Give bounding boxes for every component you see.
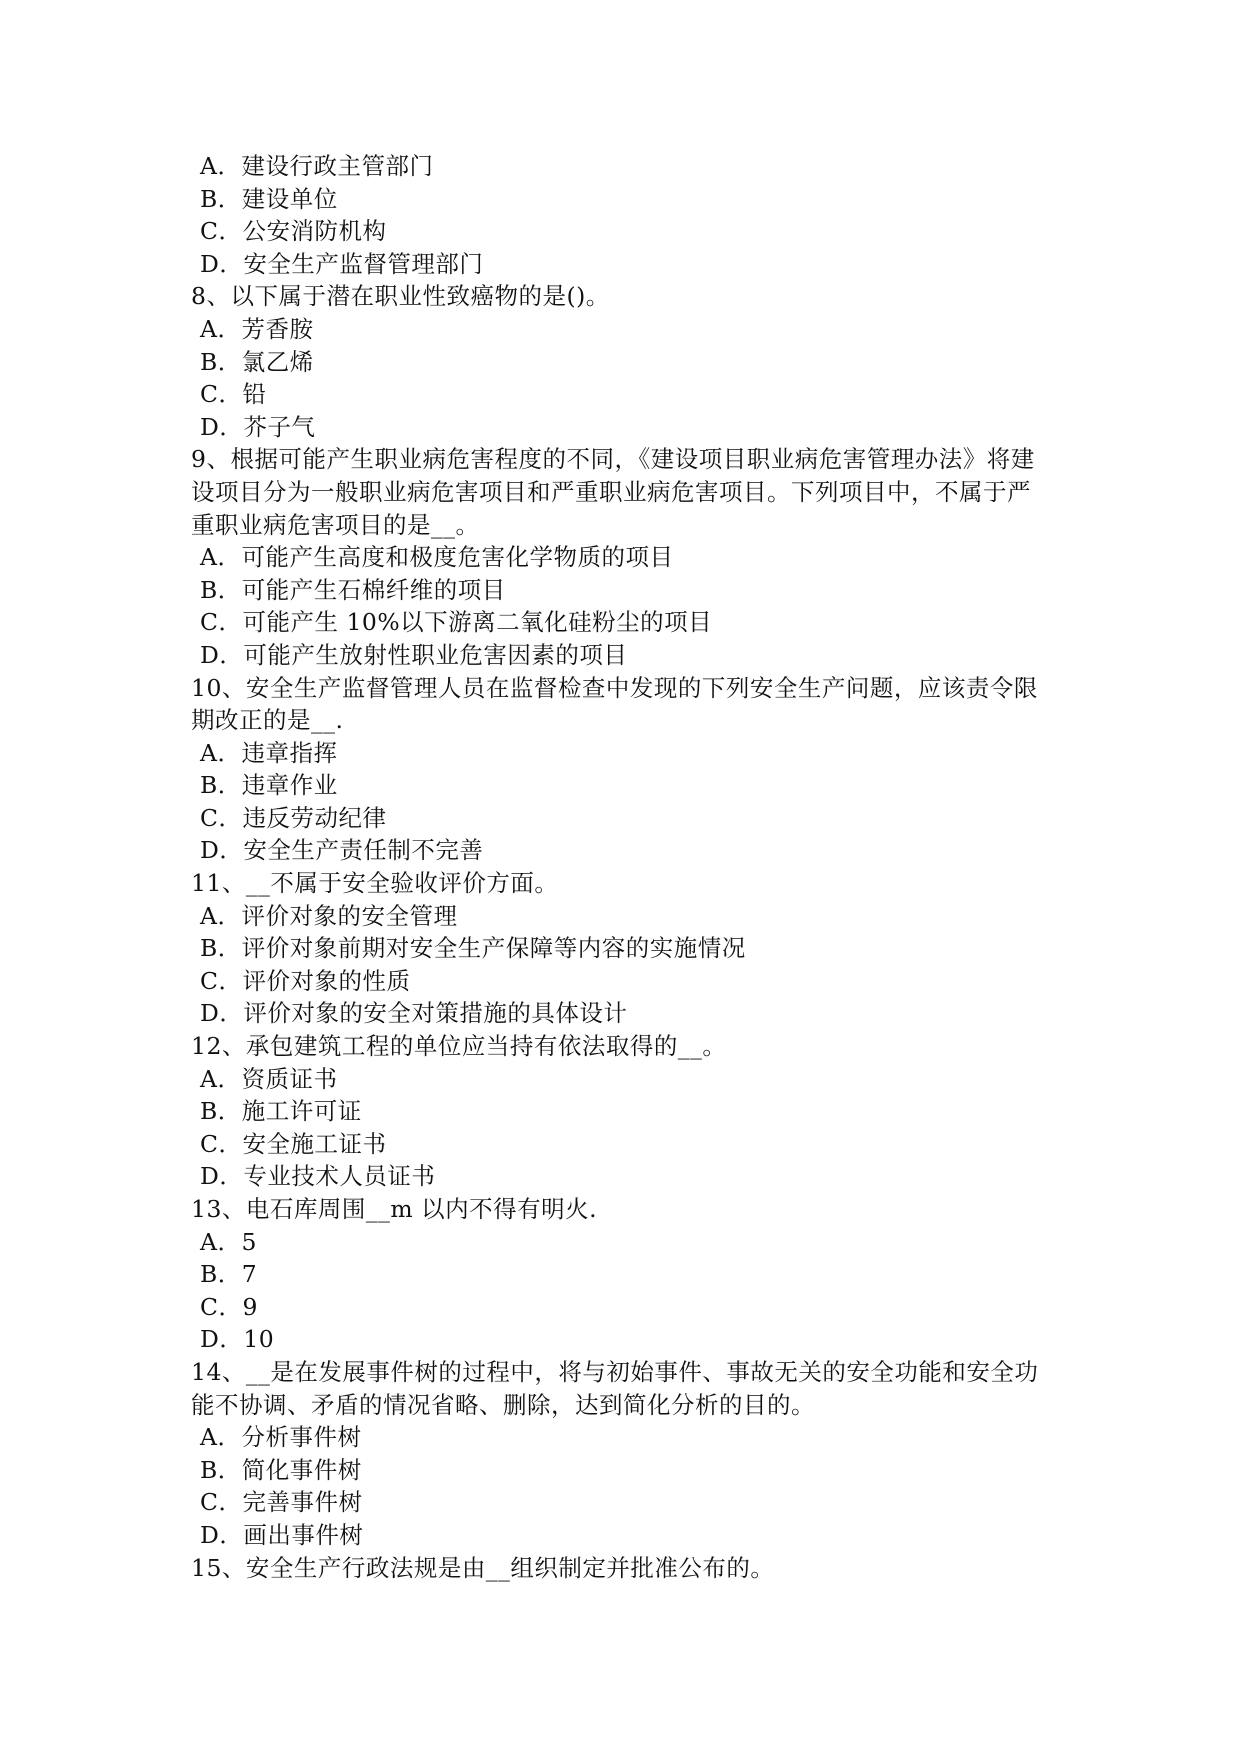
question-text: 重职业病危害项目的是__。 (191, 510, 480, 539)
answer-option: D．画出事件树 (200, 1520, 364, 1549)
question-text: 9、根据可能产生职业病危害程度的不同，《建设项目职业病危害管理办法》将建 (191, 445, 1035, 474)
answer-option: B．评价对象前期对安全生产保障等内容的实施情况 (200, 934, 746, 963)
question-text: 14、__是在发展事件树的过程中，将与初始事件、事故无关的安全功能和安全功 (191, 1357, 1039, 1386)
answer-option: A．评价对象的安全管理 (200, 901, 458, 930)
answer-option: C．9 (200, 1292, 258, 1321)
answer-option: C．评价对象的性质 (200, 966, 411, 995)
answer-option: A．违章指挥 (200, 738, 338, 767)
answer-option: C．可能产生 10%以下游离二氧化硅粉尘的项目 (200, 608, 713, 637)
answer-option: D．专业技术人员证书 (200, 1162, 436, 1191)
answer-option: B．氯乙烯 (200, 347, 314, 376)
answer-option: A．资质证书 (200, 1064, 338, 1093)
question-text: 8、以下属于潜在职业性致癌物的是()。 (191, 282, 610, 311)
answer-option: C．安全施工证书 (200, 1129, 387, 1158)
answer-option: D．10 (200, 1325, 275, 1354)
answer-option: D．安全生产监督管理部门 (200, 249, 484, 278)
question-text: 能不协调、矛盾的情况省略、删除，达到简化分析的目的。 (191, 1390, 815, 1419)
question-text: 12、承包建筑工程的单位应当持有依法取得的__。 (191, 1032, 727, 1061)
answer-option: C．完善事件树 (200, 1488, 363, 1517)
question-text: 13、电石库周围__m 以内不得有明火. (191, 1195, 598, 1223)
answer-option: B．7 (200, 1260, 258, 1289)
answer-option: B．建设单位 (200, 184, 338, 213)
answer-option: C．违反劳动纪律 (200, 803, 387, 832)
answer-option: D．评价对象的安全对策措施的具体设计 (200, 999, 628, 1028)
answer-option: D．安全生产责任制不完善 (200, 836, 484, 865)
question-text: 设项目分为一般职业病危害项目和严重职业病危害项目。下列项目中，不属于严 (191, 477, 1031, 506)
answer-option: B．简化事件树 (200, 1455, 362, 1484)
answer-option: D．芥子气 (200, 412, 316, 441)
answer-option: C．铅 (200, 380, 267, 409)
answer-option: A．可能产生高度和极度危害化学物质的项目 (200, 543, 674, 572)
answer-option: D．可能产生放射性职业危害因素的项目 (200, 640, 628, 669)
question-text: 10、安全生产监督管理人员在监督检查中发现的下列安全生产问题，应该责令限 (191, 673, 1038, 702)
answer-option: B．施工许可证 (200, 1097, 362, 1126)
question-text: 11、__不属于安全验收评价方面。 (191, 869, 559, 898)
question-text: 期改正的是__. (191, 706, 344, 735)
answer-option: C．公安消防机构 (200, 217, 387, 246)
exam-questions (191, 150, 1071, 1584)
answer-option: A．5 (200, 1227, 257, 1256)
answer-option: A．分析事件树 (200, 1423, 362, 1452)
answer-option: A．芳香胺 (200, 314, 314, 343)
answer-option: B．可能产生石棉纤维的项目 (200, 575, 506, 604)
question-text: 15、安全生产行政法规是由__组织制定并批准公布的。 (191, 1553, 775, 1582)
answer-option: A．建设行政主管部门 (200, 152, 434, 180)
answer-option: B．违章作业 (200, 771, 338, 800)
